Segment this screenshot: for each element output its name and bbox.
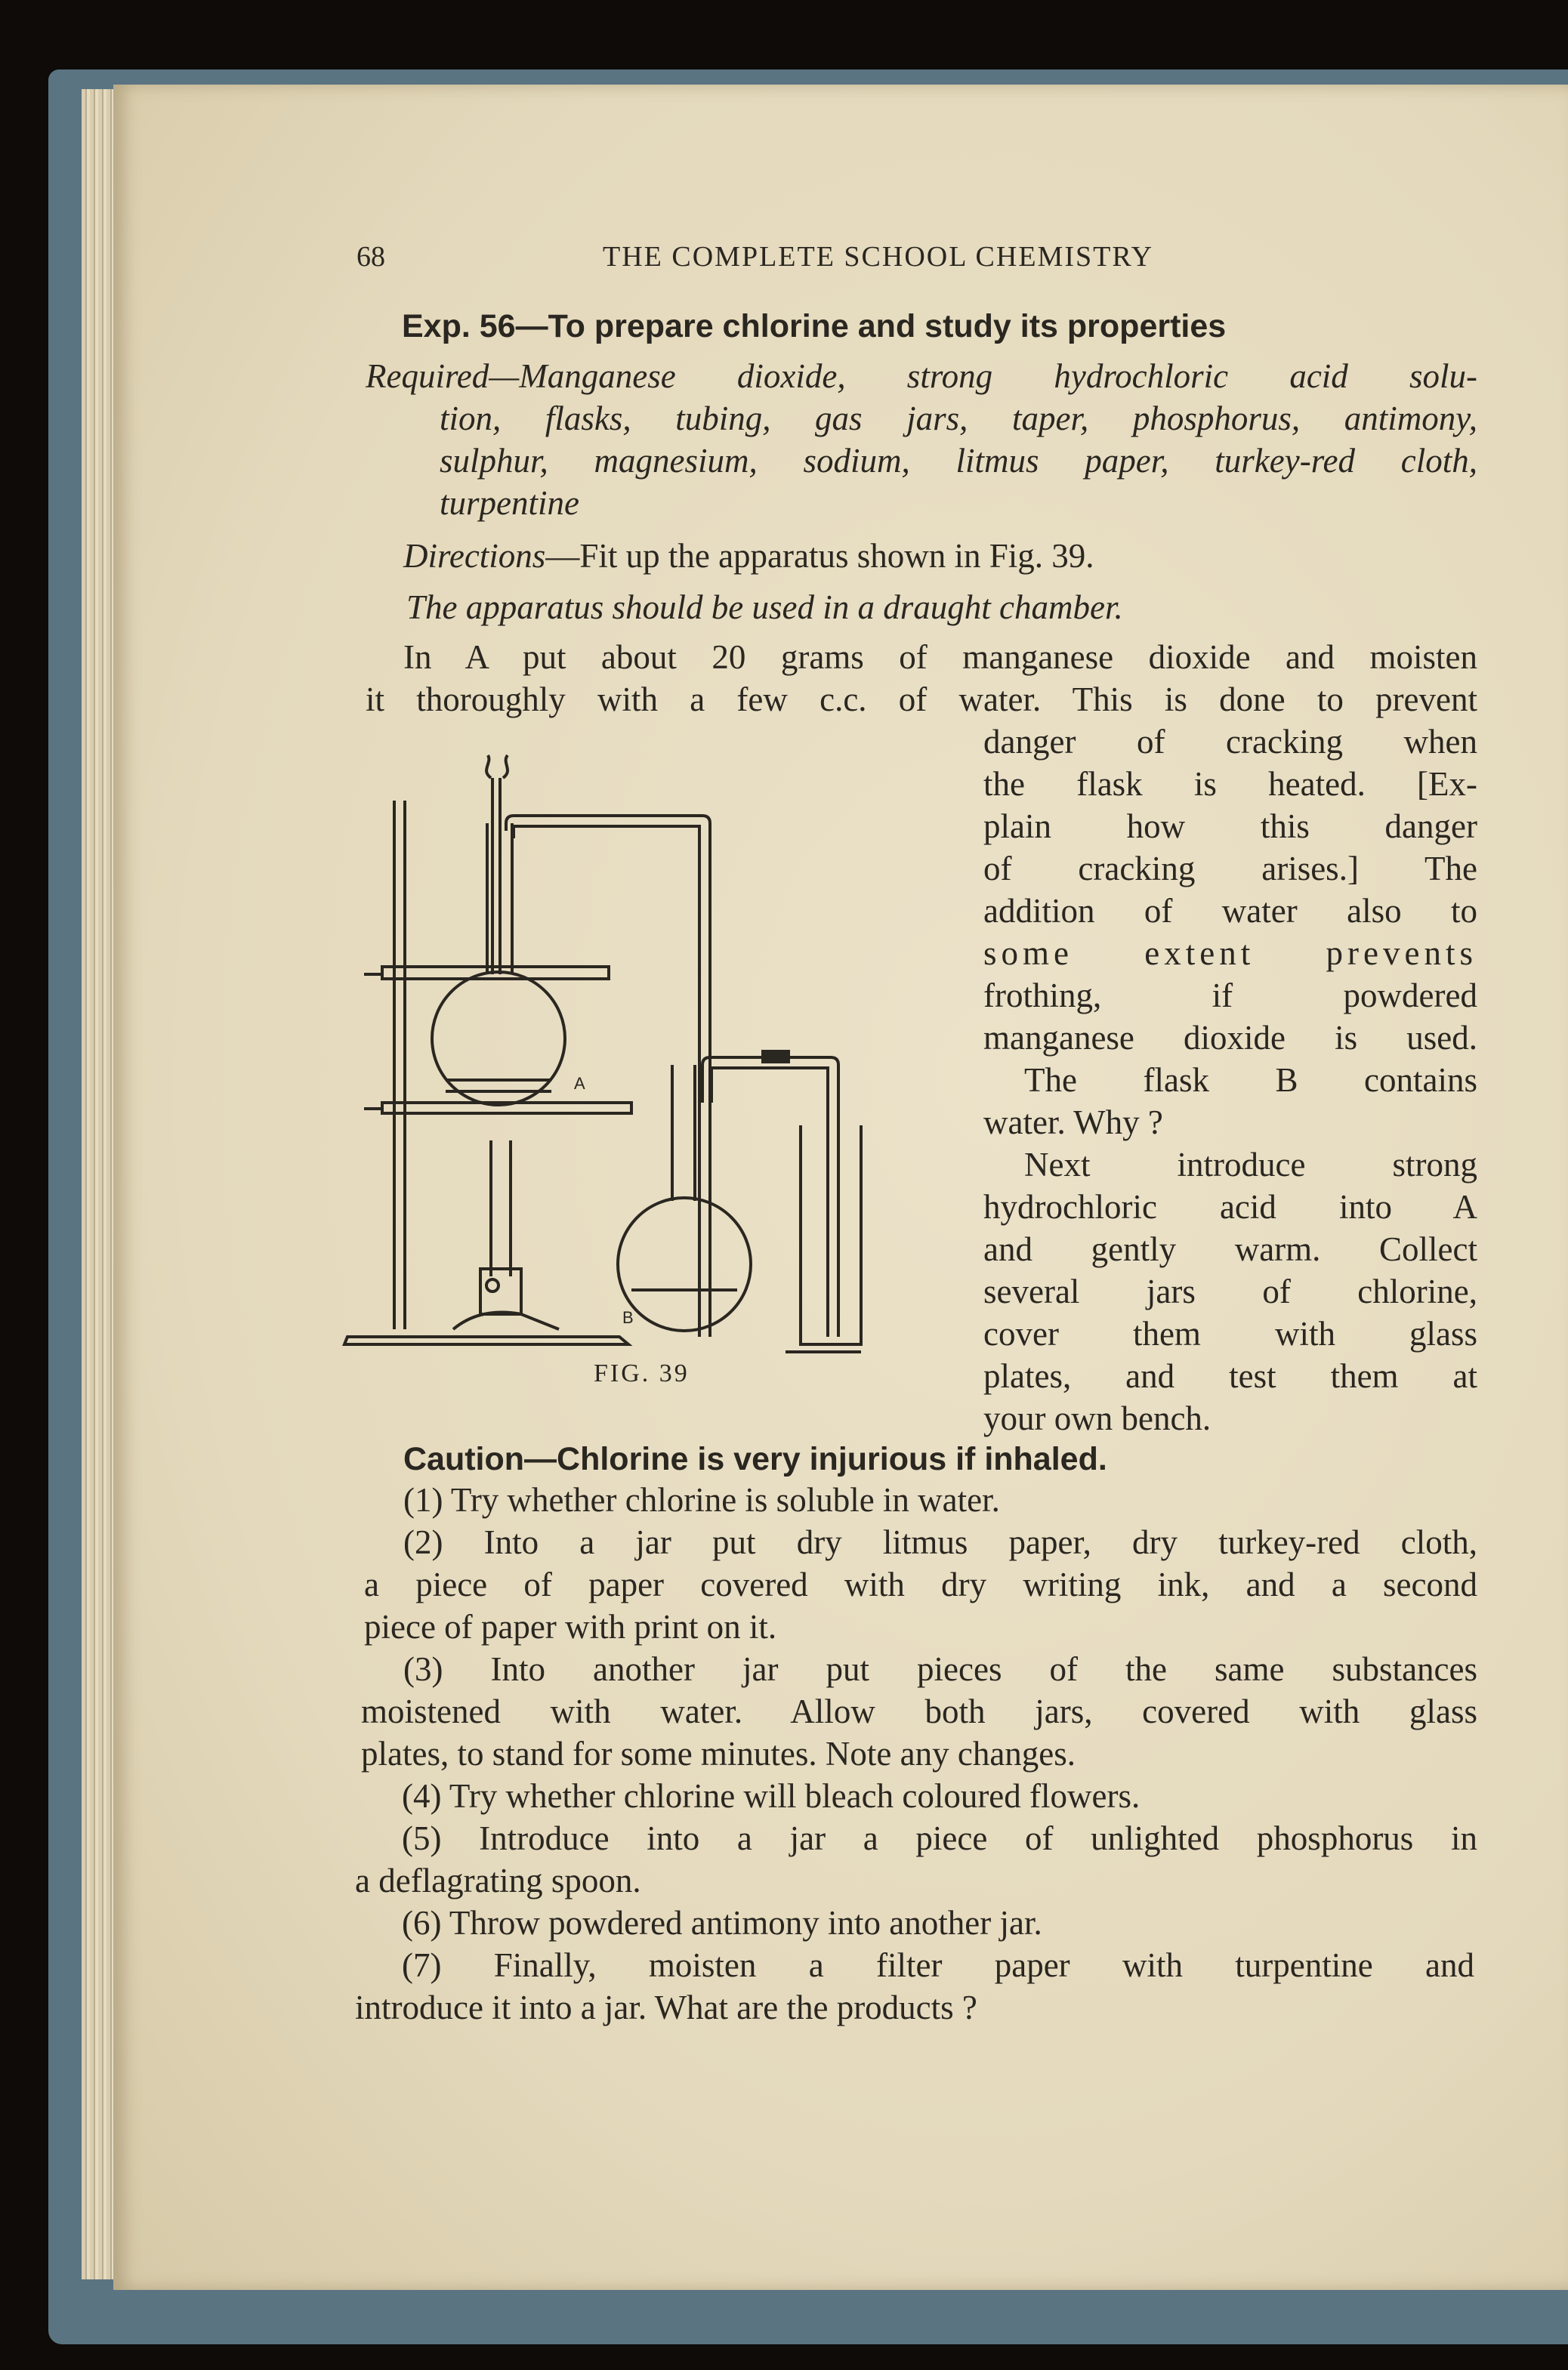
step-line: a deflagrating spoon.: [355, 1862, 641, 1899]
flask-a: [432, 972, 565, 1105]
label-b: B: [622, 1308, 634, 1327]
step-line: a piece of paper covered with dry writing ink, and a second: [364, 1566, 1477, 1603]
directions-note: The apparatus should be used in a draught chamber.: [406, 588, 1123, 626]
caution-line: Caution—Chlorine is very injurious if inhaled.: [403, 1441, 1107, 1477]
column-line: The flask B contains: [1024, 1061, 1477, 1099]
column-line: plates, and test them at: [983, 1357, 1477, 1395]
column-line: hydrochloric acid into A: [983, 1188, 1477, 1226]
directions-label: Directions: [403, 537, 546, 575]
column-line: danger of cracking when: [983, 723, 1477, 761]
column-line: Next introduce strong: [1024, 1146, 1477, 1183]
column-line: your own bench.: [983, 1399, 1211, 1437]
paragraph-line: it thoroughly with a few c.c. of water. This is done to prevent: [366, 680, 1477, 718]
column-line: and gently warm. Collect: [983, 1230, 1477, 1268]
step-line: (1) Try whether chlorine is soluble in water.: [403, 1481, 1000, 1519]
experiment-title: Exp. 56—To prepare chlorine and study its properties: [402, 308, 1227, 344]
apparatus-figure: [332, 748, 974, 1397]
step-line: (7) Finally, moisten a filter paper with turpentine and: [402, 1946, 1474, 1984]
step-line: (3) Into another jar put pieces of the same substances: [403, 1650, 1477, 1688]
step-line: (4) Try whether chlorine will bleach coloured flowers.: [402, 1777, 1141, 1815]
page-number: 68: [357, 241, 385, 273]
required-line: sulphur, magnesium, sodium, litmus paper, turkey-red cloth,: [440, 442, 1477, 480]
required-line: Required—Manganese dioxide, strong hydrochloric acid solu-: [366, 357, 1477, 395]
step-line: moistened with water. Allow both jars, covered with glass: [361, 1693, 1477, 1730]
step-line: introduce it into a jar. What are the products ?: [355, 1989, 977, 2026]
page-header: [357, 240, 1429, 282]
running-title: THE COMPLETE SCHOOL CHEMISTRY: [603, 241, 1154, 273]
required-line: tion, flasks, tubing, gas jars, taper, phosphorus, antimony,: [440, 400, 1477, 437]
flask-b: [618, 1198, 751, 1331]
column-line: plain how this danger: [983, 807, 1477, 845]
figure-caption: FIG. 39: [594, 1359, 690, 1387]
step-line: plates, to stand for some minutes. Note any changes.: [361, 1735, 1076, 1773]
column-line: cover them with glass: [983, 1315, 1477, 1353]
step-line: piece of paper with print on it.: [364, 1608, 777, 1646]
step-line: (5) Introduce into a jar a piece of unlighted phosphorus in: [402, 1819, 1477, 1857]
column-line: some extent prevents: [983, 934, 1477, 972]
stand-base: [344, 1337, 628, 1344]
directions-text: —Fit up the apparatus shown in Fig. 39.: [545, 537, 1094, 575]
column-line: manganese dioxide is used.: [983, 1019, 1477, 1057]
required-line: turpentine: [440, 484, 579, 522]
directions-line: [403, 535, 1094, 577]
column-line: water. Why ?: [983, 1103, 1163, 1141]
paragraph-line: In A put about 20 grams of manganese dioxide and moisten: [403, 638, 1477, 676]
column-line: of cracking arises.] The: [983, 850, 1477, 887]
column-line: several jars of chlorine,: [983, 1273, 1477, 1310]
column-line: addition of water also to: [983, 892, 1477, 930]
step-line: (2) Into a jar put dry litmus paper, dry turkey-red cloth,: [403, 1523, 1477, 1561]
column-line: the flask is heated. [Ex-: [983, 765, 1477, 803]
step-line: (6) Throw powdered antimony into another jar.: [402, 1904, 1042, 1942]
column-line: frothing, if powdered: [983, 977, 1477, 1014]
label-a: A: [574, 1074, 585, 1093]
